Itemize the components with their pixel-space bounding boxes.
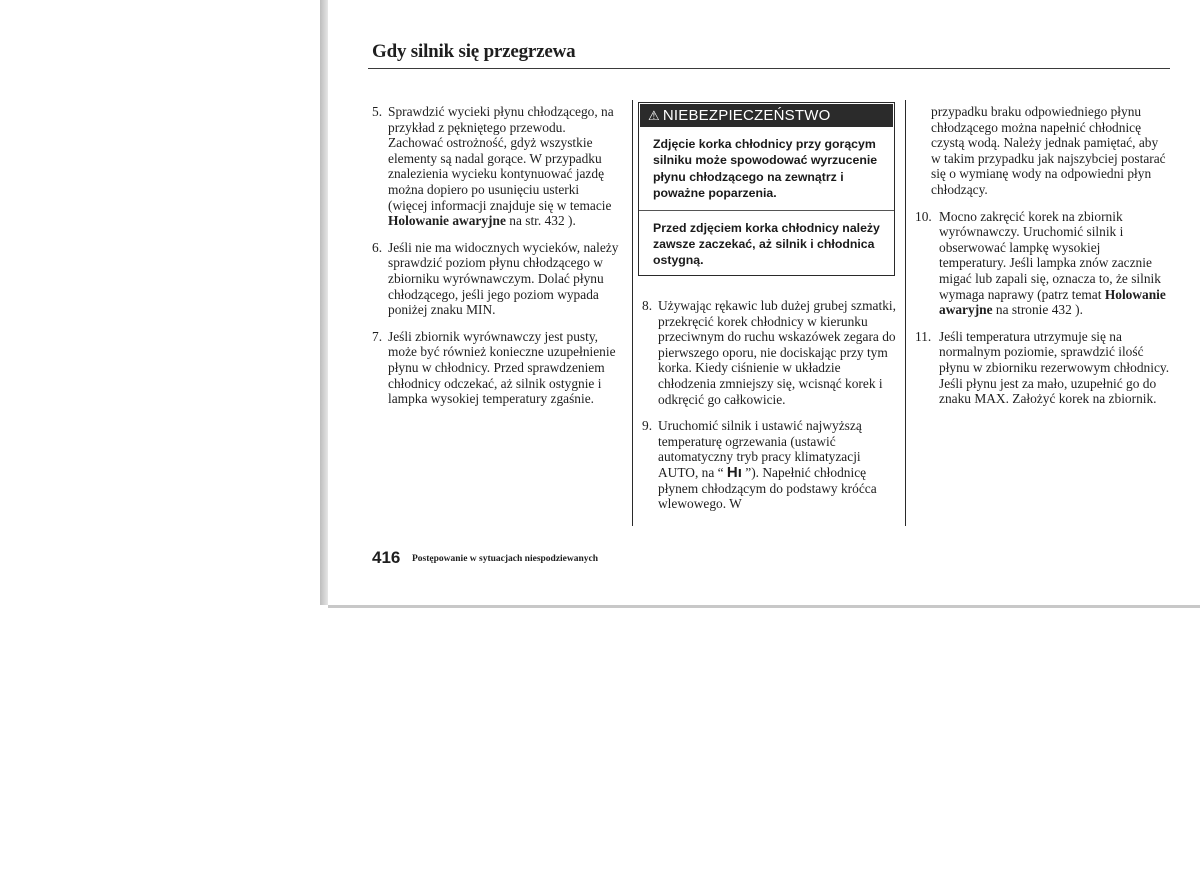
- step-8: 8. Używając rękawic lub dużej grubej szmatki, przekręcić korek chłodnicy w kierunku przeciwnym do ruchu wskazówek zegara do pierwszego oporu, nie dociskając przy tym korka. Kiedy ciśnienie w układzie chłodzenia zmniejszy się, wcisnąć korek i odkręcić go całkowicie.: [642, 298, 896, 407]
- warning-title: NIEBEZPIECZEŃSTWO: [662, 107, 831, 124]
- title-rule: [368, 68, 1170, 69]
- step-9: 9. Uruchomić silnik i ustawić najwyższą temperaturę ogrzewania (ustawić automatyczny tryb pracy klimatyzacji AUTO, na “ Hı ”). Napełnić chłodnicę płynem chłodzącym do podstawy króćca wlewowego. W: [642, 418, 877, 512]
- column-3: [915, 104, 1170, 418]
- warning-paragraph-1: Zdjęcie korka chłodnicy przy gorącym silniku może spowodować wyrzucenie płynu chłodzącego na zewnątrz i poważne poparzenia.: [653, 137, 878, 201]
- step-9-continued: przypadku braku odpowiedniego płynu chłodzącego można napełnić chłodnicę czystą wodą. Należy jednak pamiętać, aby w takim przypadku jak najszybciej postarać się o wymianę wody na odpowiedni płyn chłodzący.: [931, 104, 1166, 197]
- heater-hi-symbol: Hı: [726, 463, 742, 481]
- warning-triangle-icon: ⚠: [648, 108, 660, 123]
- step-5: 5. Sprawdzić wycieki płynu chłodzącego, na przykład z pękniętego przewodu. Zachować ostrożność, gdyż wszystkie elementy są nadal gorące. W przypadku znalezienia wycieku kontynuować jazdę można dopiero po usunięciu usterki (więcej informacji znajduje się w temacie Holowanie awaryjne na str. 432 ).: [372, 104, 614, 229]
- column-1: [372, 104, 621, 418]
- section-name: Postępowanie w sytuacjach niespodziewanych: [412, 554, 599, 564]
- column-2: [642, 298, 900, 523]
- warning-paragraph-2: Przed zdjęciem korka chłodnicy należy zawsze zaczekać, aż silnik i chłodnica ostygną.: [653, 220, 880, 268]
- manual-page: [328, 0, 1200, 608]
- column-divider-2: [905, 100, 906, 526]
- warning-header: [640, 104, 893, 127]
- column-divider-1: [632, 100, 633, 526]
- danger-warning-box: [638, 102, 895, 276]
- page-binding-edge: [320, 0, 328, 605]
- step-11: 11. Jeśli temperatura utrzymuje się na normalnym poziomie, sprawdzić ilość płynu w zbiorniku rezerwowym chłodnicy. Jeśli płynu jest za mało, uzupełnić go do znaku MAX. Założyć korek na zbiornik.: [915, 328, 1170, 407]
- step-10: 10. Mocno zakręcić korek na zbiornik wyrównawczy. Uruchomić silnik i obserwować lampkę wysokiej temperatury. Jeśli lampka znów zacznie migać lub zapali się, oznacza to, że silnik wymaga naprawy (patrz temat Holowanie awaryjne na stronie 432 ).: [915, 208, 1166, 318]
- warning-body: [639, 127, 894, 275]
- warning-separator: [639, 210, 894, 211]
- step-7: 7. Jeśli zbiornik wyrównawczy jest pusty, może być również konieczne uzupełnienie płynu w chłodnicy. Przed sprawdzeniem chłodnicy odczekać, aż silnik ostygnie i lampka wysokiej temperatury zgaśnie.: [372, 328, 616, 407]
- page-title: Gdy silnik się przegrzewa: [372, 41, 576, 62]
- page-number: 416: [372, 548, 401, 567]
- step-6: 6. Jeśli nie ma widocznych wycieków, należy sprawdzić poziom płynu chłodzącego w zbiorniku wyrównawczym. Dolać płynu chłodzącego, jeśli jego poziom wypada poniżej znaku MIN.: [372, 239, 619, 318]
